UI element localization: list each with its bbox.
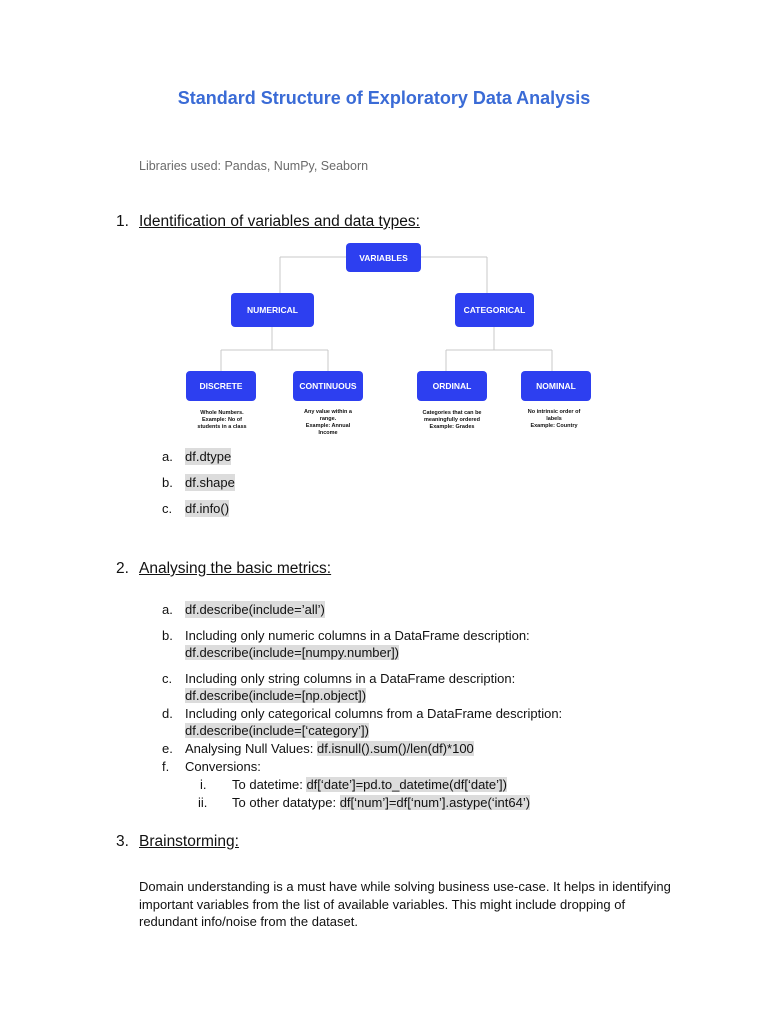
- list-text: To datetime:: [232, 777, 307, 792]
- code-snippet: df.describe(include=’all’): [185, 602, 325, 617]
- list-marker: b.: [162, 475, 173, 490]
- section-number: 3.: [116, 833, 129, 850]
- section-number: 1.: [116, 213, 129, 230]
- categorical-node: CATEGORICAL: [455, 293, 534, 327]
- list-marker: e.: [162, 741, 173, 756]
- section-2-heading: [116, 560, 331, 578]
- list-marker: d.: [162, 706, 173, 721]
- code-snippet: df.describe(include=[np.object]): [185, 688, 367, 703]
- list-text: Including only categorical columns from a DataFrame description:: [185, 706, 563, 721]
- list-text: Including only string columns in a DataFrame description:: [185, 671, 516, 686]
- discrete-node: DISCRETE: [186, 371, 256, 401]
- list-marker: c.: [162, 671, 173, 686]
- nominal-description: No intrinsic order of labels Example: Country: [527, 409, 581, 429]
- list-text: To other datatype:: [232, 795, 340, 810]
- list-text: Including only numeric columns in a DataFrame description:: [185, 628, 530, 643]
- list-marker: f.: [162, 759, 170, 774]
- code-snippet: df.describe(include=[‘category’]): [185, 723, 369, 738]
- numerical-node: NUMERICAL: [231, 293, 314, 327]
- code-snippet: df.describe(include=[numpy.number]): [185, 645, 400, 660]
- continuous-description: Any value within a range. Example: Annual Income: [304, 409, 352, 436]
- variables-node: VARIABLES: [346, 243, 421, 272]
- list-marker: a.: [162, 449, 173, 464]
- ordinal-description: Categories that can be meaningfully ordered Example: Grades: [422, 410, 482, 430]
- continuous-node: CONTINUOUS: [293, 371, 363, 401]
- code-snippet: df[‘date’]=pd.to_datetime(df[‘date’]): [306, 777, 507, 792]
- ordinal-node: ORDINAL: [417, 371, 487, 401]
- section-3-heading: [116, 833, 239, 851]
- nominal-node: NOMINAL: [521, 371, 591, 401]
- list-marker: a.: [162, 602, 173, 617]
- section-1-heading: [116, 213, 420, 231]
- document-title: Standard Structure of Exploratory Data Analysis: [177, 88, 591, 108]
- list-marker: c.: [162, 501, 173, 516]
- list-marker: b.: [162, 628, 173, 643]
- section-title: Brainstorming:: [139, 833, 239, 850]
- code-snippet: df.info(): [185, 501, 230, 516]
- list-text: Conversions:: [185, 759, 261, 774]
- code-snippet: df.shape: [185, 475, 235, 490]
- list-text: Analysing Null Values:: [185, 741, 317, 756]
- discrete-description: Whole Numbers. Example: No of students in a class: [197, 410, 247, 430]
- code-snippet: df[‘num’]=df[‘num’].astype(‘int64’): [339, 795, 531, 810]
- list-marker: i.: [200, 777, 207, 792]
- libraries-note: Libraries used: Pandas, NumPy, Seaborn: [139, 159, 369, 173]
- list-marker: ii.: [198, 795, 208, 810]
- section-title: Identification of variables and data types:: [139, 213, 420, 230]
- code-snippet: df.dtype: [185, 449, 232, 464]
- brainstorming-paragraph: Domain understanding is a must have while solving business use-case. It helps in identifying important variables from the list of available variables. This might include dropping of redundant info/noise from the dataset.: [139, 879, 671, 929]
- section-title: Analysing the basic metrics:: [139, 560, 332, 577]
- section-number: 2.: [116, 560, 129, 577]
- code-snippet: df.isnull().sum()/len(df)*100: [317, 741, 474, 756]
